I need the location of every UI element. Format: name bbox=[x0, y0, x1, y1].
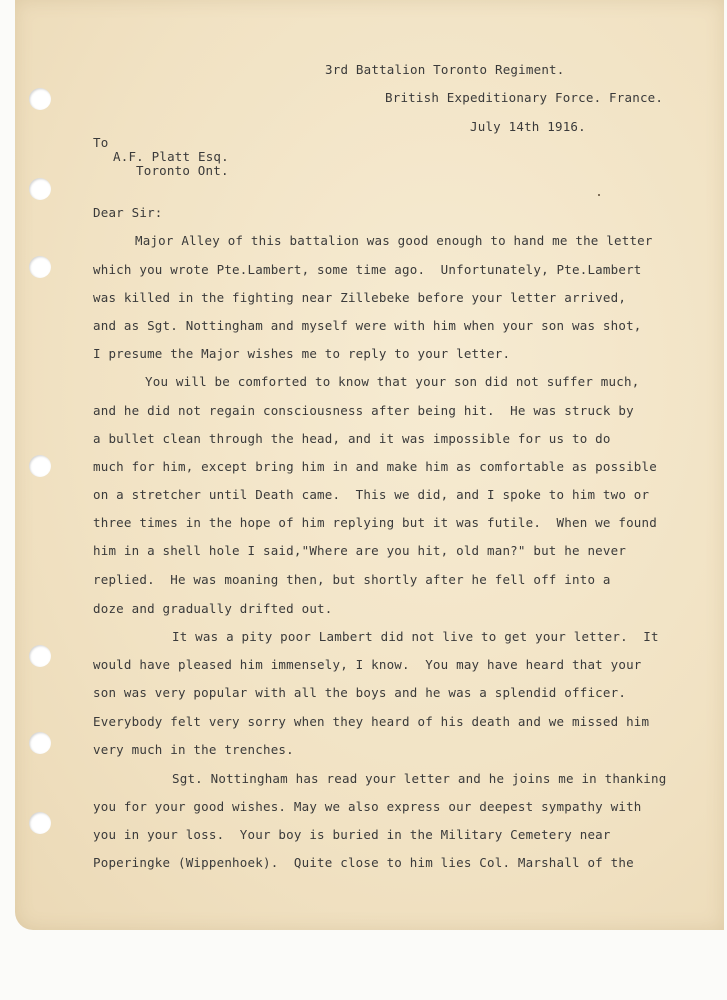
body-line: doze and gradually drifted out. bbox=[93, 601, 333, 616]
body-line: Major Alley of this battalion was good enough to hand me the letter bbox=[135, 233, 653, 248]
body-line: which you wrote Pte.Lambert, some time ago. Unfortunately, Pte.Lambert bbox=[93, 262, 642, 277]
body-line: three times in the hope of him replying but it was futile. When we found bbox=[93, 515, 657, 530]
punch-hole bbox=[29, 455, 51, 477]
letter-date: July 14th 1916. bbox=[470, 119, 586, 134]
address-name: A.F. Platt Esq. bbox=[113, 149, 229, 164]
body-line: It was a pity poor Lambert did not live to get your letter. It bbox=[172, 629, 659, 644]
address-to: To bbox=[93, 135, 109, 150]
body-line: and as Sgt. Nottingham and myself were with him when your son was shot, bbox=[93, 318, 642, 333]
body-line: Poperingke (Wippenhoek). Quite close to him lies Col. Marshall of the bbox=[93, 855, 634, 870]
punch-hole bbox=[29, 256, 51, 278]
body-line: was killed in the fighting near Zillebeke before your letter arrived, bbox=[93, 290, 627, 305]
body-line: Everybody felt very sorry when they heard of his death and we missed him bbox=[93, 714, 650, 729]
body-line: You will be comforted to know that your son did not suffer much, bbox=[145, 374, 640, 389]
punch-hole bbox=[29, 812, 51, 834]
punch-hole bbox=[29, 645, 51, 667]
salutation: Dear Sir: bbox=[93, 205, 163, 220]
body-line: and he did not regain consciousness after being hit. He was struck by bbox=[93, 403, 634, 418]
body-line: on a stretcher until Death came. This we did, and I spoke to him two or bbox=[93, 487, 650, 502]
address-city: Toronto Ont. bbox=[136, 163, 229, 178]
punch-hole bbox=[29, 178, 51, 200]
letterhead-unit: 3rd Battalion Toronto Regiment. bbox=[325, 62, 565, 77]
body-line: replied. He was moaning then, but shortly after he fell off into a bbox=[93, 572, 611, 587]
body-line: would have pleased him immensely, I know. You may have heard that your bbox=[93, 657, 642, 672]
punch-hole bbox=[29, 88, 51, 110]
body-line: much for him, except bring him in and make him as comfortable as possible bbox=[93, 459, 657, 474]
body-line: a bullet clean through the head, and it was impossible for us to do bbox=[93, 431, 611, 446]
body-line: son was very popular with all the boys and he was a splendid officer. bbox=[93, 685, 627, 700]
body-line: Sgt. Nottingham has read your letter and he joins me in thanking bbox=[172, 771, 667, 786]
letterhead-location: British Expeditionary Force. France. bbox=[385, 90, 664, 105]
body-line: him in a shell hole I said,"Where are you hit, old man?" but he never bbox=[93, 543, 627, 558]
body-line: you for your good wishes. May we also express our deepest sympathy with bbox=[93, 799, 642, 814]
body-line: you in your loss. Your boy is buried in the Military Cemetery near bbox=[93, 827, 611, 842]
body-line: I presume the Major wishes me to reply to your letter. bbox=[93, 346, 511, 361]
paper-speck bbox=[598, 194, 600, 196]
body-line: very much in the trenches. bbox=[93, 742, 294, 757]
punch-hole bbox=[29, 732, 51, 754]
